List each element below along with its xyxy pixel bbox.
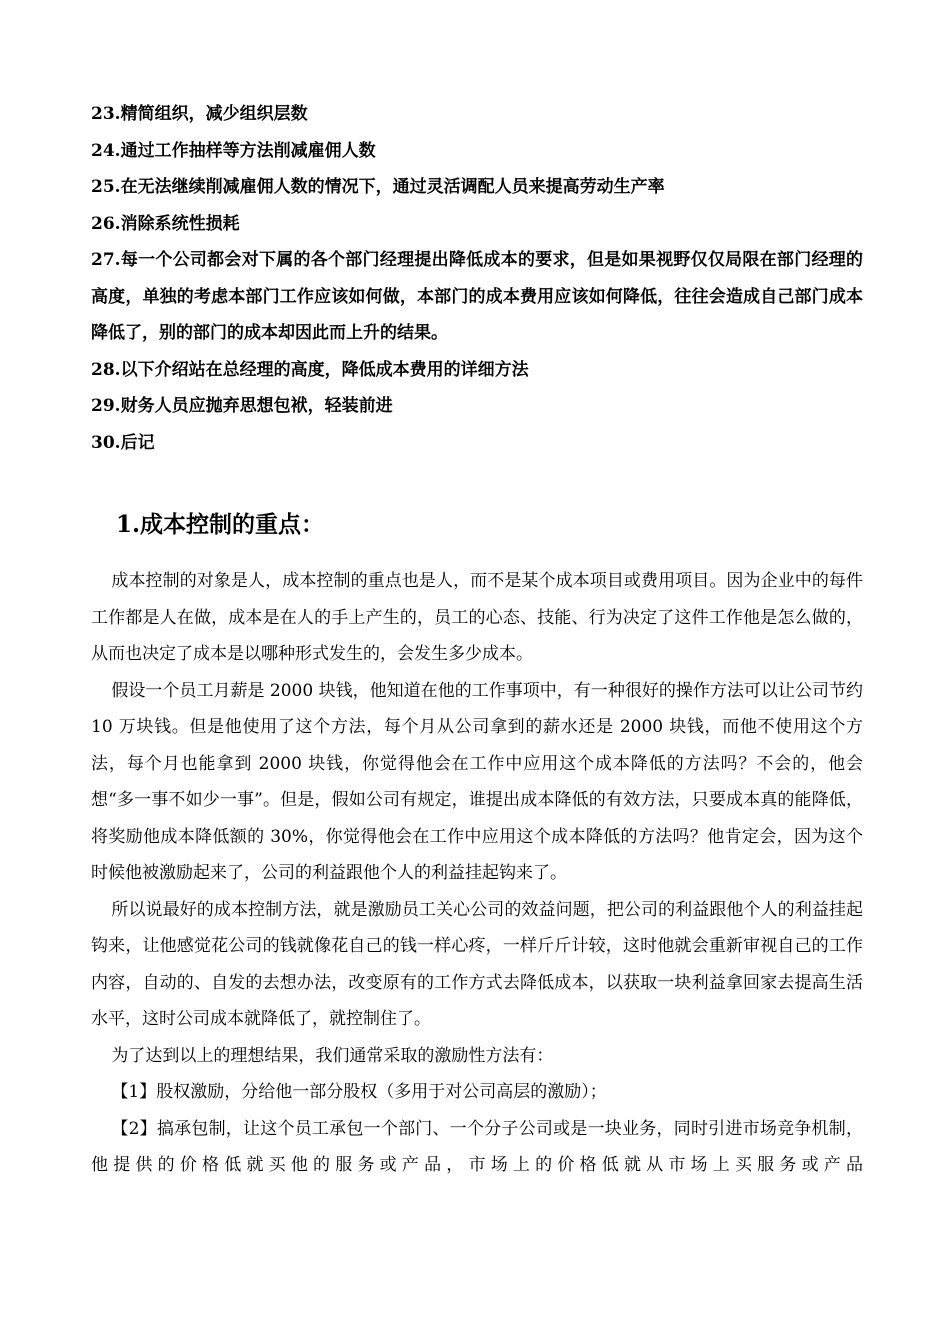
paragraph-salary-example: 假设一个员工月薪是 2000 块钱，他知道在他的工作事项中，有一种很好的操作方法可以让公司节约 10 万块钱。但是他使用了这个方法，每个月从公司拿到的薪水还是 2000 块钱，而他不使用这个方法，每个月也能拿到 2000 块钱，你觉得他会在工作中应用这个成本降低的方法吗？不会的，他会想“多一事不如少一事”。但是，假如公司有规定，谁提出成本降低的有效方法，只要成本真的能降低，将奖励他成本降低额的 30%，你觉得他会在工作中应用这个成本降低的方法吗？他肯定会，因为这个时候他被激励起来了，公司的利益跟他个人的利益挂起钩来了。 bbox=[91, 680, 863, 883]
paragraph-cost-control-focus: 成本控制的对象是人，成本控制的重点也是人，而不是某个成本项目或费用项目。因为企业中的每件工作都是人在做，成本是在人的手上产生的，员工的心态、技能、行为决定了这件工作他是怎么做的，从而也决定了成本是以哪种形式发生的，会发生多少成本。 bbox=[91, 571, 863, 664]
toc-item-28: 28.以下介绍站在总经理的高度，降低成本费用的详细方法 bbox=[91, 359, 529, 380]
paragraph-contract-system: 【2】搞承包制，让这个员工承包一个部门、一个分子公司或是一块业务，同时引进市场竞争机制，他提供的价格低就买他的服务或产品，市场上的价格低就从市场上买服务或产品 bbox=[91, 1118, 863, 1175]
toc-item-30: 30.后记 bbox=[91, 432, 155, 453]
section-heading: 1.成本控制的重点： bbox=[116, 511, 325, 538]
toc-item-29: 29.财务人员应抛弃思想包袱，轻装前进 bbox=[91, 396, 393, 416]
toc-item-27: 27.每一个公司都会对下属的各个部门经理提出降低成本的要求，但是如果视野仅仅局限在部门经理的高度，单独的考虑本部门工作应该如何做，本部门的成本费用应该如何降低，往往会造成自己部门成本降低了，别的部门的成本却因此而上升的结果。 bbox=[91, 250, 863, 343]
toc-item-24: 24.通过工作抽样等方法削减雇佣人数 bbox=[91, 140, 376, 161]
paragraph-best-method: 所以说最好的成本控制方法，就是激励员工关心公司的效益问题，把公司的利益跟他个人的利益挂起钩来，让他感觉花公司的钱就像花自己的钱一样心疼，一样斤斤计较，这时他就会重新审视自己的工作内容，自动的、自发的去想办法，改变原有的工作方式去降低成本，以获取一块利益拿回家去提高生活水平，这时公司成本就降低了，就控制住了。 bbox=[91, 899, 863, 1029]
paragraph-equity-incentive: 【1】股权激励，分给他一部分股权（多用于对公司高层的激励）； bbox=[111, 1082, 607, 1102]
toc-list bbox=[91, 96, 863, 461]
paragraph-incentive-intro: 为了达到以上的理想结果，我们通常采取的激励性方法有： bbox=[111, 1045, 554, 1066]
toc-item-26: 26.消除系统性损耗 bbox=[91, 213, 240, 234]
toc-item-23: 23.精简组织，减少组织层数 bbox=[91, 104, 308, 124]
section-body bbox=[91, 563, 863, 1184]
toc-item-25: 25.在无法继续削减雇佣人数的情况下，通过灵活调配人员来提高劳动生产率 bbox=[91, 177, 665, 197]
